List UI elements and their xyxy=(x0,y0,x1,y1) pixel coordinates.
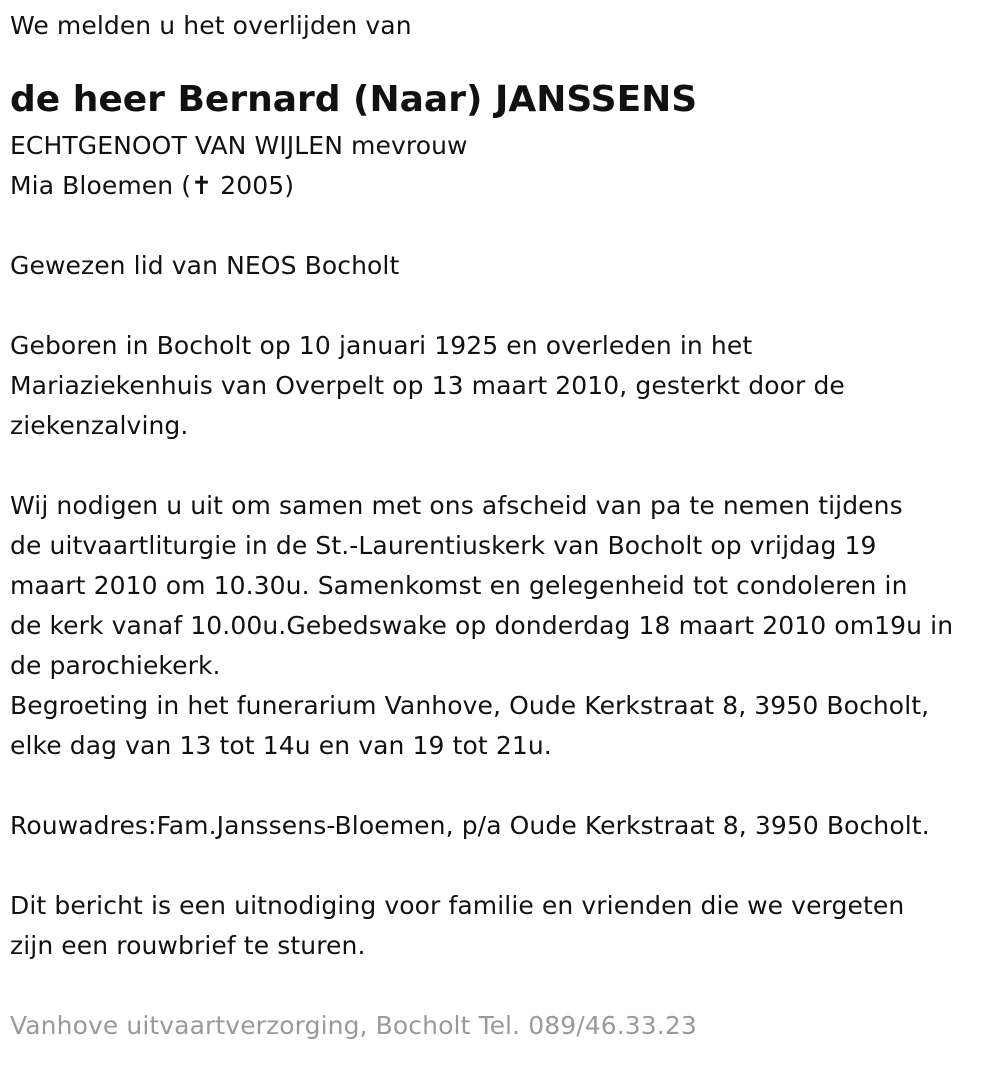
invitation-paragraph xyxy=(10,486,1000,766)
spacer xyxy=(10,206,1000,246)
spouse-line-1: ECHTGENOOT VAN WIJLEN mevrouw xyxy=(10,131,468,160)
spacer xyxy=(10,286,1000,326)
birth-death-paragraph xyxy=(10,326,1000,446)
membership-text: Gewezen lid van NEOS Bocholt xyxy=(10,251,400,280)
paragraph-line: Wij nodigen u uit om samen met ons afscheid van pa te nemen tijdens xyxy=(10,491,903,520)
spacer xyxy=(10,766,1000,806)
spouse-line-2: Mia Bloemen (✝ 2005) xyxy=(10,171,295,200)
paragraph-line: Mariaziekenhuis van Overpelt op 13 maart 2010, gesterkt door de xyxy=(10,371,845,400)
paragraph-line: ziekenzalving. xyxy=(10,411,189,440)
paragraph-line: maart 2010 om 10.30u. Samenkomst en gelegenheid tot condoleren in xyxy=(10,571,908,600)
paragraph-line: elke dag van 13 tot 14u en van 19 tot 21u. xyxy=(10,731,552,760)
paragraph-line: de uitvaartliturgie in de St.-Laurentiuskerk van Bocholt op vrijdag 19 xyxy=(10,531,877,560)
spacer xyxy=(10,966,1000,1006)
intro-text: We melden u het overlijden van xyxy=(10,11,412,40)
mourning-address: Rouwadres:Fam.Janssens-Bloemen, p/a Oude Kerkstraat 8, 3950 Bocholt. xyxy=(10,811,930,840)
spacer xyxy=(10,846,1000,886)
paragraph-line: Begroeting in het funerarium Vanhove, Oude Kerkstraat 8, 3950 Bocholt, xyxy=(10,691,930,720)
paragraph-line: de parochiekerk. xyxy=(10,651,221,680)
message-paragraph xyxy=(10,886,1000,966)
deceased-name: de heer Bernard (Naar) JANSSENS xyxy=(10,79,698,120)
paragraph-line: Dit bericht is een uitnodiging voor familie en vrienden die we vergeten xyxy=(10,891,905,920)
paragraph-line: Geboren in Bocholt op 10 januari 1925 en overleden in het xyxy=(10,331,753,360)
spacer xyxy=(10,446,1000,486)
funeral-home-footer: Vanhove uitvaartverzorging, Bocholt Tel. 089/46.33.23 xyxy=(10,1011,697,1040)
paragraph-line: zijn een rouwbrief te sturen. xyxy=(10,931,366,960)
paragraph-line: de kerk vanaf 10.00u.Gebedswake op donderdag 18 maart 2010 om19u in xyxy=(10,611,954,640)
